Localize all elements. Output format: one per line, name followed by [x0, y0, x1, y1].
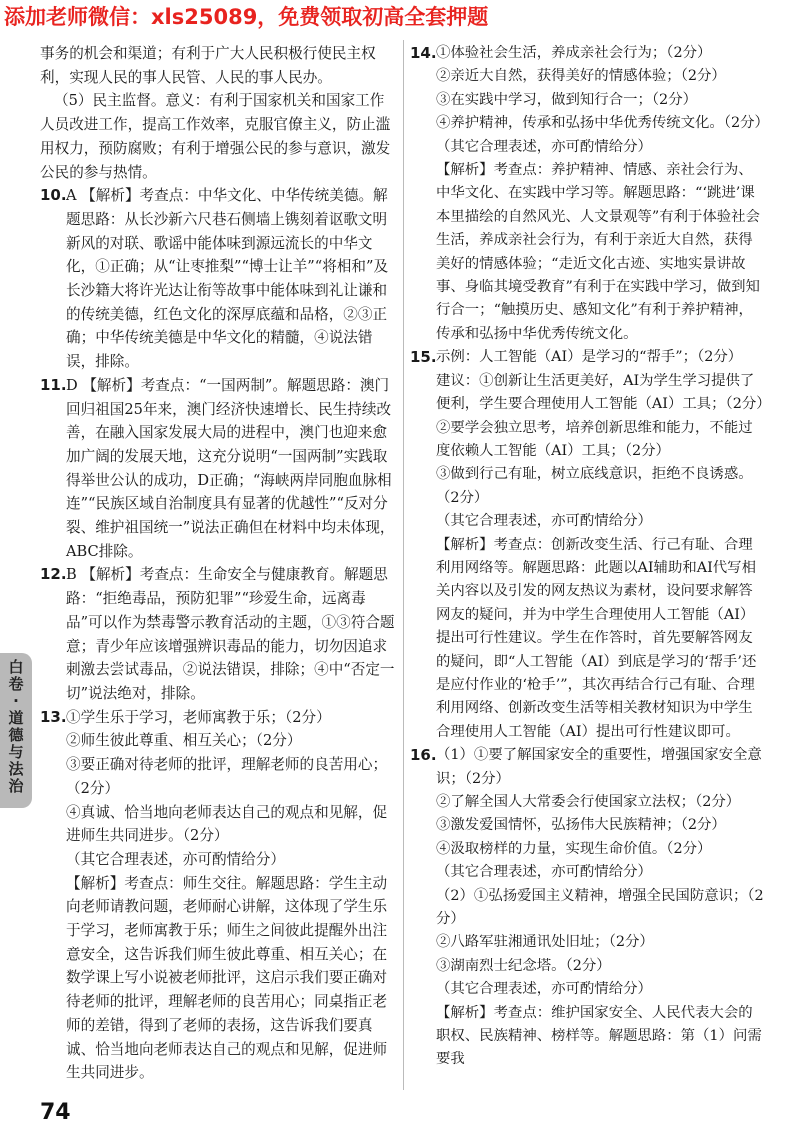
answer-line: ②了解全国人大常委会行使国家立法权；（2分） [436, 794, 741, 810]
promo-banner: 添加老师微信：xls25089，免费领取初高全套押题 [4, 5, 489, 29]
tab-char: 白 [8, 658, 24, 676]
question-number: 14. [410, 44, 437, 62]
answer-line: ②亲近大自然，获得美好的情感体验；（2分） [436, 68, 726, 85]
answer-text: A 【解析】考查点：中华文化、中华传统美德。解题思路：从长沙新六尺巷石侧墙上镌刻着讴歌文明新风的对联、歌谣中能体味到源远流长的中华文化，①正确；从“让枣推梨”“博士让羊”“将相和”及长沙籍大将许光达让衔等故事中能体味到礼让谦和的传统美德，红色文化的深厚底蕴和品格，②③正确；中华传统美德是中华文化的精髓，④说法错误，排除。 [66, 187, 389, 371]
answer-line: ④养护精神，传承和弘扬中华优秀传统文化。（2分） [436, 115, 769, 132]
analysis-text: 【解析】考查点：维护国家安全、人民代表大会的职权、民族精神、榜样等。解题思路：第（1）问需要我 [436, 1004, 762, 1068]
analysis-text: 【解析】考查点：师生交往。解题思路：学生主动向老师请教问题，老师耐心讲解，这体现了学生乐于学习，老师寓教于乐；师生之间彼此提醒外出注意安全，这告诉我们师生彼此尊重、相互关心；在数学课上写小说被老师批评，这启示我们要正确对待老师的批评，理解老师的良苦用心；同桌指正老师的差错，得到了老师的表扬，这告诉我们要真诚、恰当地向老师表达自己的观点和见解，促进师生共同进步。 [66, 874, 388, 1082]
answer-11 [40, 374, 396, 564]
answer-line: ③激发爱国情怀，弘扬伟大民族精神；（2分） [436, 817, 726, 834]
answer-line: ②八路军驻湘通讯处旧址；（2分） [436, 934, 654, 951]
answer-15 [410, 346, 771, 744]
answer-line: （2）①弘扬爱国主义精神，增强全民国防意识；（2分） [436, 887, 764, 928]
question-number: 16. [410, 746, 437, 765]
answer-line: ①体验社会生活，养成亲社会行为；（2分） [436, 45, 712, 61]
answer-14 [410, 42, 769, 346]
answer-line: 示例：人工智能（AI）是学习的“帮手”；（2分） [436, 349, 743, 366]
question-number: 13. [40, 707, 67, 726]
answer-line: 建议：①创新让生活更美好，AI为学生学习提供了便利，学生要合理使用人工智能（AI）工具；（2分） [436, 372, 771, 413]
answer-line: （1）①要了解国家安全的重要性，增强国家安全意识；（2分） [436, 747, 762, 787]
right-column [410, 42, 771, 1072]
answer-line: （其它合理表述，亦可酌情给分） [66, 850, 285, 868]
tab-char: 道 [8, 709, 24, 727]
answer-13 [40, 706, 396, 1085]
tab-char: 治 [8, 777, 24, 795]
page-number: 74 [40, 1100, 71, 1125]
analysis-text: 【解析】考查点：创新改变生活、行己有耻、合理利用网络等。解题思路：此题以AI辅助和AI代写相关内容以及引发的网友热议为素材，设问要求解答网友的疑问，并为中学生合理使用人工智能（AI）提出可行性建议。学生在作答时，首先要解答网友的疑问，即“人工智能（AI）到底是学习的‘帮手’还是应付作业的‘枪手’”，其次再结合行己有耻、合理利用网络、创新改变生活等相关教材知识为中学生合理使用人工智能（AI）提出可行性建议即可。 [436, 536, 757, 740]
answer-line: （其它合理表述，亦可酌情给分） [436, 138, 652, 155]
question-number: 12. [40, 565, 67, 584]
answer-line: （其它合理表述，亦可酌情给分） [436, 981, 652, 998]
question-number: 11. [40, 375, 67, 394]
answer-line: ②师生彼此尊重、相互关心；（2分） [66, 732, 302, 750]
left-column [40, 42, 396, 1085]
question-number: 10. [40, 186, 67, 205]
tab-char: 德 [8, 726, 24, 744]
answer-line: ④真诚、恰当地向老师表达自己的观点和见解，促进师生共同进步。（2分） [66, 803, 388, 845]
answer-line: （其它合理表述，亦可酌情给分） [436, 513, 652, 530]
tab-char: · [13, 692, 19, 710]
tab-char: 与 [8, 743, 24, 761]
answer-line: （其它合理表述，亦可酌情给分） [436, 864, 652, 881]
section-tab [0, 653, 32, 808]
analysis-text: 【解析】考查点：养护精神、情感、亲社会行为、中华文化、在实践中学习等。解题思路：“‘跳进’课本里描绘的自然风光、人文景观等”有利于体验社会生活，养成亲社会行为，有利于亲近大自然，获得美好的情感体验；“走近文化古迹、实地实景讲故事、身临其境受教育”有利于在实践中学习，做到知行合一；“触摸历史、感知文化”有利于养护精神，传承和弘扬中华优秀传统文化。 [436, 162, 760, 342]
tab-char: 法 [8, 760, 24, 778]
answer-text: B 【解析】考查点：生命安全与健康教育。解题思路：“拒绝毒品，预防犯罪”“珍爱生命，远离毒品”可以作为禁毒警示教育活动的主题，①③符合题意；青少年应该增强辨识毒品的能力，切勿因追求刺激去尝试毒品，②说法错误，排除；④中“否定一切”说法绝对，排除。 [66, 566, 395, 702]
answer-line: ③湖南烈士纪念塔。（2分） [436, 957, 611, 974]
answer-line: ④汲取榜样的力量，实现生命价值。（2分） [436, 840, 712, 857]
column-divider [403, 40, 404, 1090]
answer-line: ③要正确对待老师的批评，理解老师的良苦用心；（2分） [66, 756, 388, 797]
question-number: 15. [410, 348, 437, 367]
section-tab-label [5, 659, 27, 795]
answer-line: ③在实践中学习，做到知行合一；（2分） [436, 91, 697, 108]
intro-paragraph-1: 事务的机会和渠道；有利于广大人民积极行使民主权利，实现人民的事人民管、人民的事人民办。 [40, 45, 376, 86]
answer-16 [410, 744, 766, 1072]
answer-text: D 【解析】考查点：“一国两制”。解题思路：澳门回归祖国25年来，澳门经济快速增长、民生持续改善，在融入国家发展大局的进程中，澳门也迎来愈加广阔的发展天地，这充分说明“一国两制”实践取得举世公认的成功，D正确；“海峡两岸同胞血脉相连”“民族区域自治制度具有显著的优越性”“反对分裂、维护祖国统一”说法正确但在材料中均未体现，ABC排除。 [66, 376, 395, 560]
intro-paragraph-2: （5）民主监督。意义：有利于国家机关和国家工作人员改进工作，提高工作效率，克服官僚主义，防止滥用权力，预防腐败；有利于增强公民的参与意识，激发公民的参与热情。 [40, 92, 391, 181]
tab-char: 卷 [8, 675, 24, 693]
answer-12 [40, 563, 396, 705]
answer-line: ②要学会独立思考，培养创新思维和能力，不能过度依赖人工智能（AI）工具；（2分） [436, 419, 753, 459]
answer-line: ①学生乐于学习，老师寓教于乐；（2分） [66, 708, 331, 726]
answer-10 [40, 184, 396, 374]
answer-line: ③做到行己有耻，树立底线意识，拒绝不良诱惑。（2分） [436, 466, 753, 506]
